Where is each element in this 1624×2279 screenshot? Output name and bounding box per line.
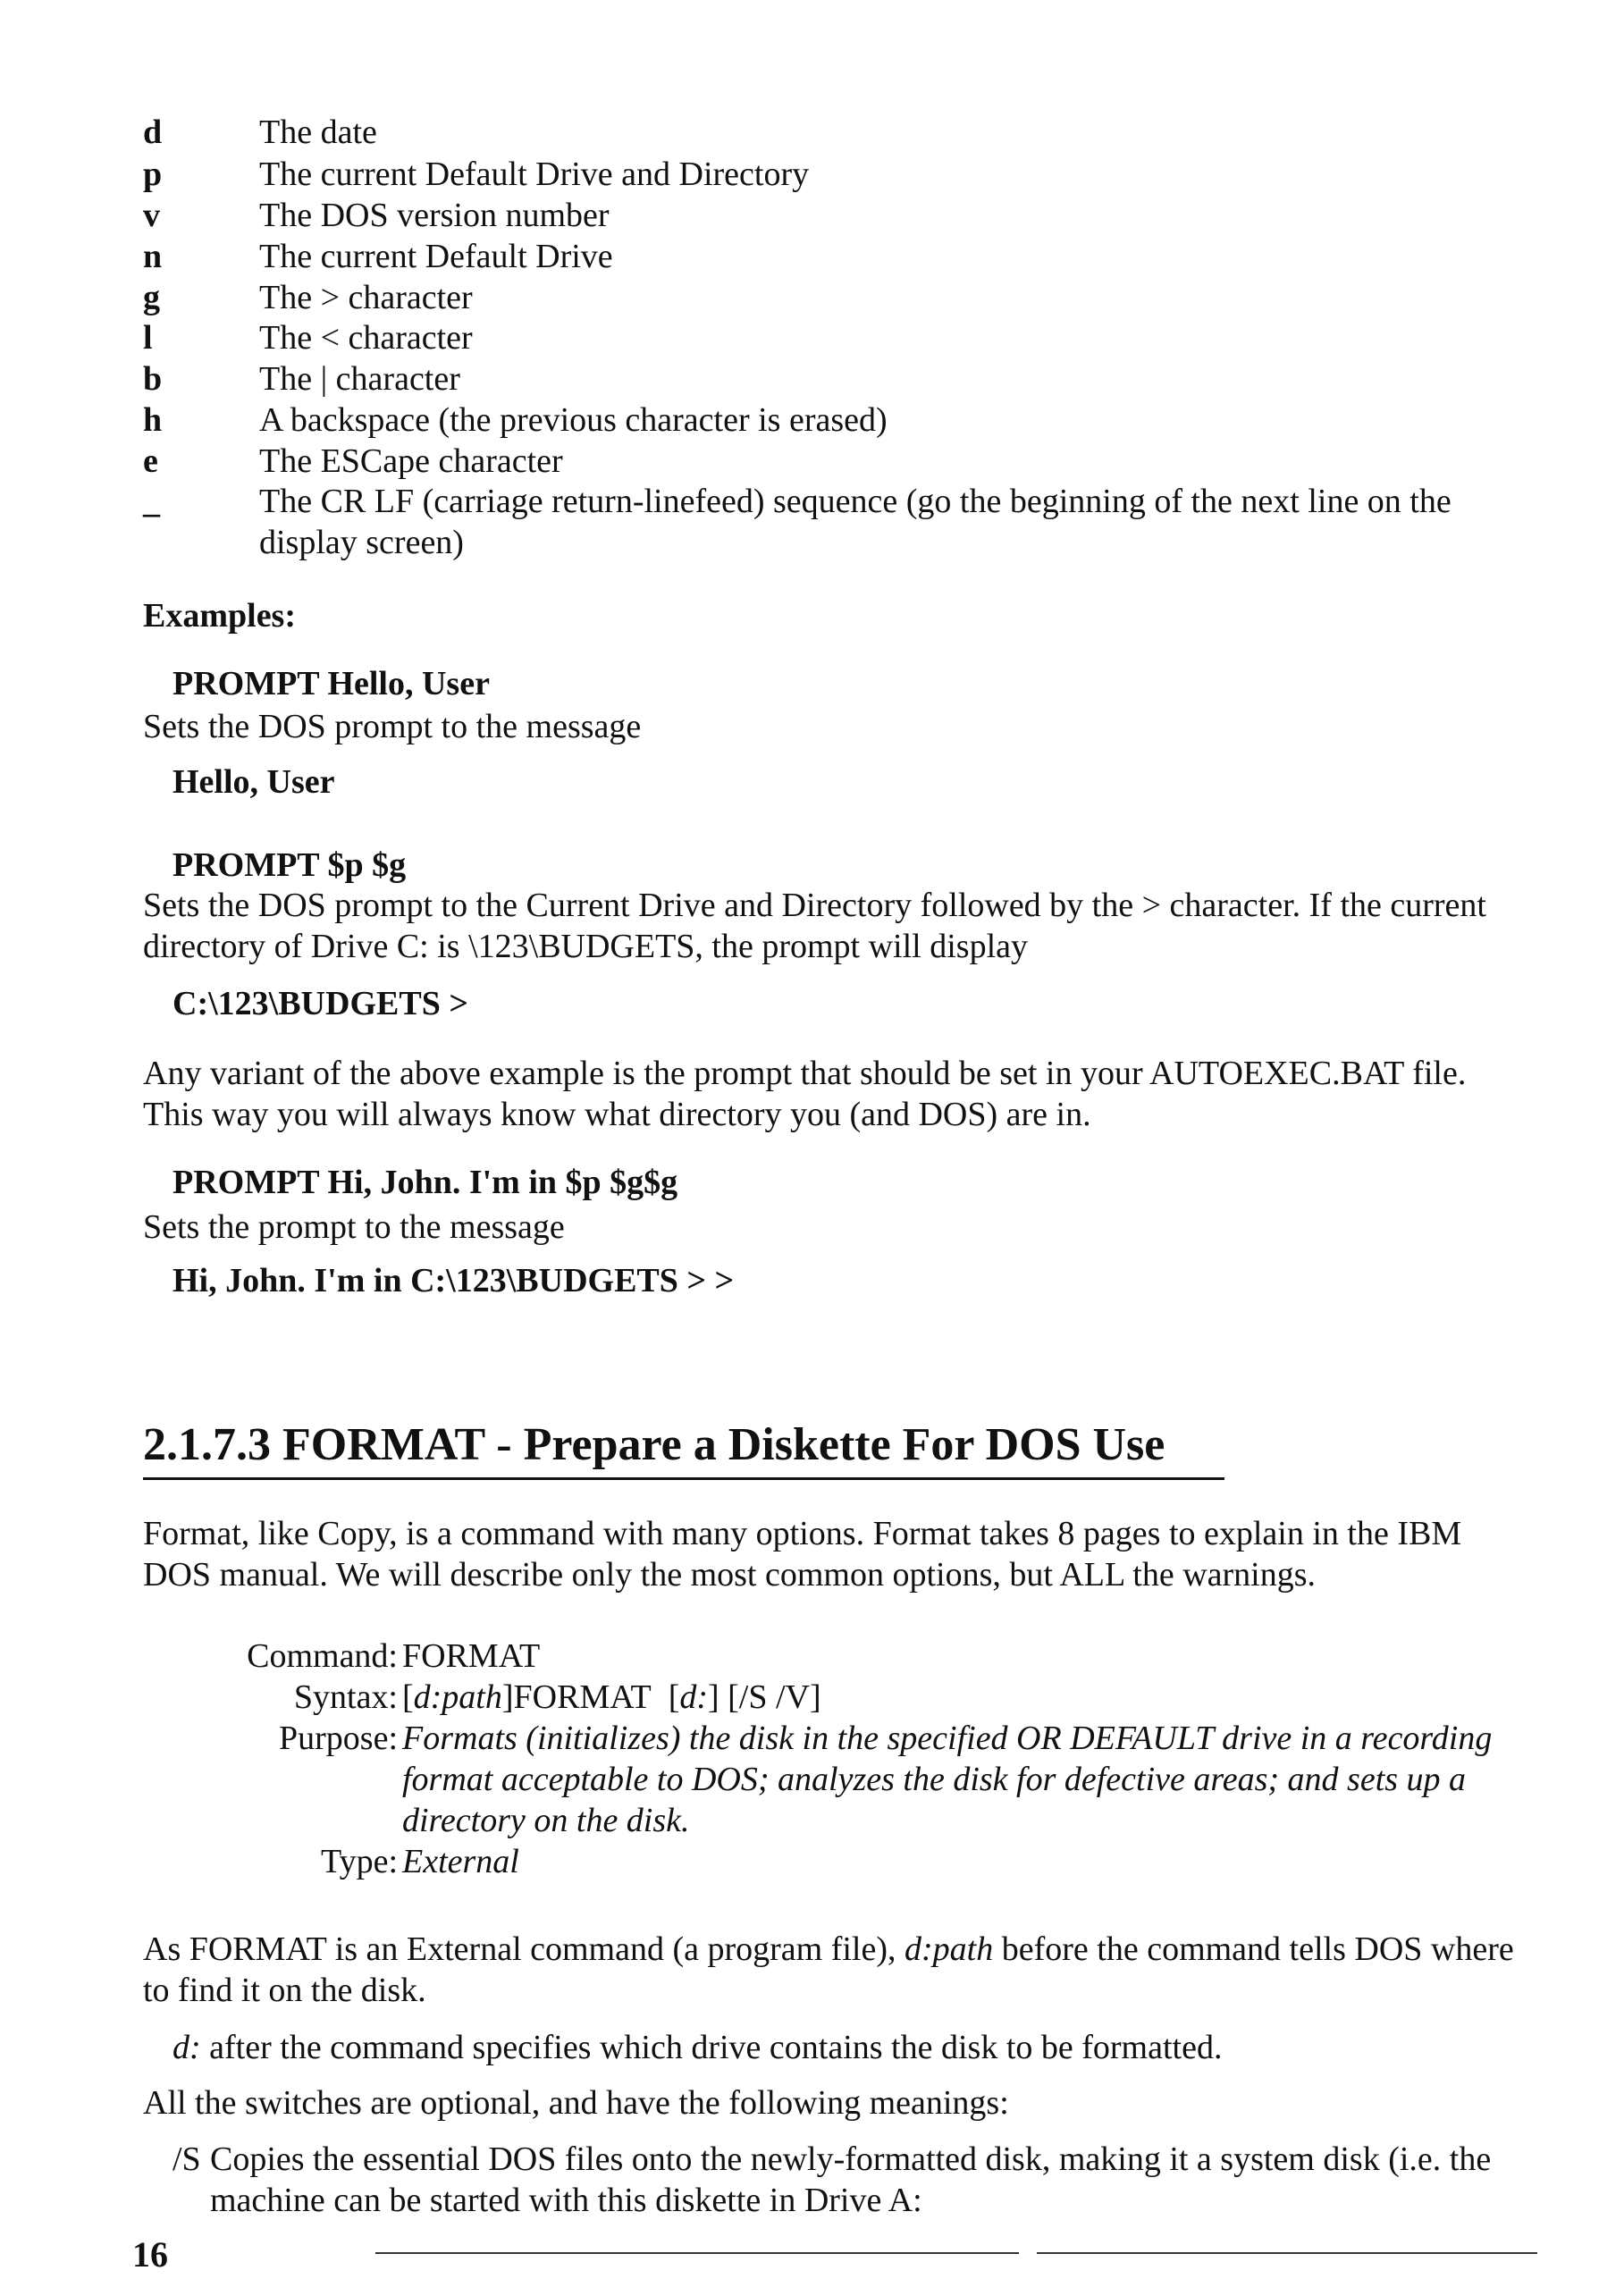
type-value: External <box>402 1843 519 1880</box>
footer-rule <box>1037 2252 1537 2254</box>
external-note-post: before the command tells DOS where to find it on the disk. <box>143 1930 1514 2009</box>
example-command: PROMPT Hello, User <box>172 665 490 702</box>
code-description: A backspace (the previous character is erased) <box>259 401 888 439</box>
code-letter: p <box>143 156 163 193</box>
syntax-value: [d:path]FORMAT [d:] [/S /V] <box>402 1678 821 1716</box>
purpose-value: Formats (initializes) the disk in the specified OR DEFAULT drive in a recording format acceptable to DOS; analyzes the disk for defective areas; and sets up a directory on the disk. <box>402 1720 1493 1839</box>
example-command: PROMPT Hi, John. I'm in $p $g$g <box>172 1164 678 1201</box>
footer-rule <box>375 2252 1019 2254</box>
command-label: Command: <box>247 1637 398 1675</box>
code-description: The current Default Drive and Directory <box>259 156 810 193</box>
example-explanation: Sets the DOS prompt to the Current Drive and Directory followed by the > character. If the current directory of Drive C: is \123\BUDGETS, the prompt will display <box>143 887 1486 965</box>
code-letter: l <box>143 319 153 357</box>
syntax-path: d:path <box>413 1678 502 1716</box>
code-letter: d <box>143 114 163 151</box>
external-note <box>143 1929 1515 2011</box>
code-letter: g <box>143 279 160 316</box>
code-description: The ESCape character <box>259 442 563 480</box>
format-intro: Format, like Copy, is a command with many options. Format takes 8 pages to explain in the IBM DOS manual. We will describe only the most common options, but ALL the warnings. <box>143 1515 1462 1594</box>
external-note-path: d:path <box>905 1930 994 1968</box>
code-letter: _ <box>143 483 160 520</box>
example-explanation: Sets the DOS prompt to the message <box>143 708 642 745</box>
example-command: PROMPT $p $g <box>172 846 407 884</box>
autoexec-note: Any variant of the above example is the prompt that should be set in your AUTOEXEC.BAT file. This way you will always know what directory you (and DOS) are in. <box>143 1055 1467 1133</box>
syntax-switches: [/S /V] <box>728 1678 821 1716</box>
code-description: The current Default Drive <box>259 238 613 275</box>
syntax-label: Syntax: <box>293 1678 398 1716</box>
code-description: The | character <box>259 360 460 398</box>
code-letter: n <box>143 238 163 275</box>
section-heading: 2.1.7.3 FORMAT - Prepare a Diskette For DOS Use <box>143 1419 1165 1470</box>
code-description: The < character <box>259 319 473 357</box>
external-note-pre: As FORMAT is an External command (a program file), <box>143 1930 905 1968</box>
type-label: Type: <box>321 1843 398 1880</box>
syntax-command: FORMAT <box>513 1678 652 1716</box>
example-explanation: Sets the prompt to the message <box>143 1208 565 1246</box>
examples-heading: Examples: <box>143 597 296 635</box>
code-description: The > character <box>259 279 473 316</box>
code-description: The DOS version number <box>259 197 610 234</box>
drive-note-label: d: <box>172 2029 201 2066</box>
example-result: Hello, User <box>172 763 335 801</box>
switch-description: Copies the essential DOS files onto the newly-formatted disk, making it a system disk (i.e. the machine can be started with this diskette in Drive A: <box>210 2140 1492 2219</box>
page-number: 16 <box>132 2234 168 2275</box>
example-result: Hi, John. I'm in C:\123\BUDGETS > > <box>172 1262 735 1299</box>
drive-note-text: after the command specifies which drive contains the disk to be formatted. <box>200 2029 1223 2066</box>
code-letter: b <box>143 360 163 398</box>
example-result: C:\123\BUDGETS > <box>172 985 468 1022</box>
purpose-label: Purpose: <box>279 1720 398 1757</box>
code-letter: v <box>143 197 160 234</box>
switch-flag: /S <box>172 2140 201 2178</box>
heading-underline <box>143 1477 1224 1480</box>
switches-intro: All the switches are optional, and have the following meanings: <box>143 2084 1009 2122</box>
code-description: The CR LF (carriage return-linefeed) sequence (go the beginning of the next line on the display screen) <box>259 483 1452 561</box>
command-value: FORMAT <box>402 1637 541 1675</box>
code-letter: e <box>143 442 158 480</box>
code-description: The date <box>259 114 377 151</box>
code-letter: h <box>143 401 163 439</box>
drive-note <box>172 2027 1513 2068</box>
syntax-drive: d: <box>679 1678 708 1716</box>
